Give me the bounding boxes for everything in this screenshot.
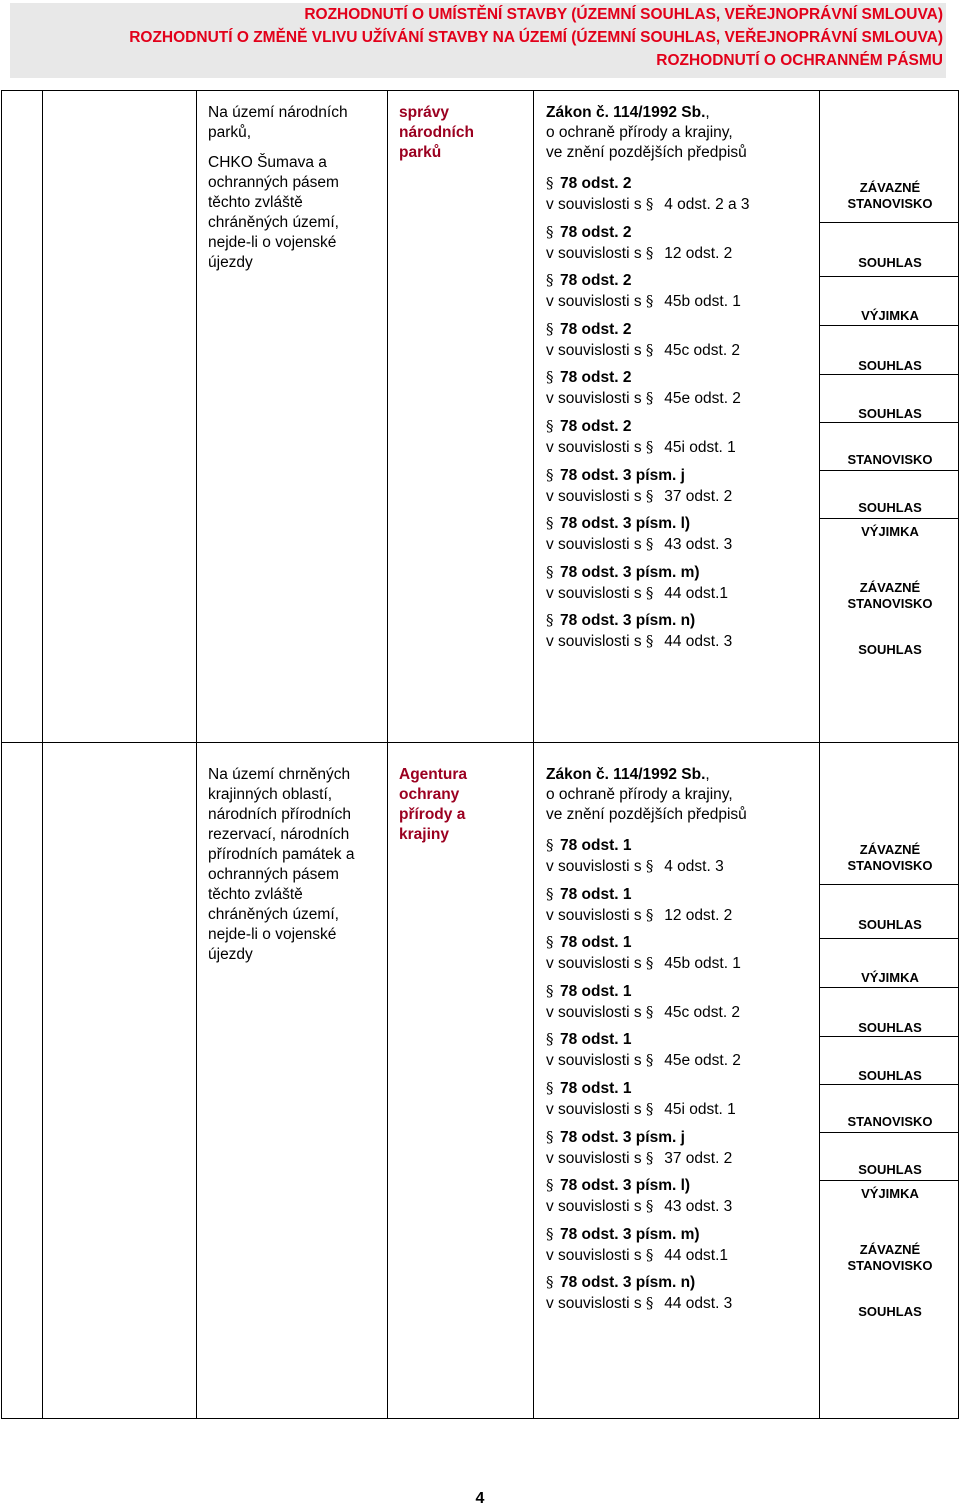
provision-relation xyxy=(546,631,732,652)
provision-relation xyxy=(546,388,741,409)
decision-line-1: ZÁVAZNÉ xyxy=(859,842,921,857)
provision-relation-text: v souvislosti s xyxy=(546,390,646,408)
provision-relation xyxy=(546,194,750,215)
provision-main-text: 78 odst. 3 písm. m) xyxy=(560,563,700,581)
section-symbol: § xyxy=(645,1197,654,1216)
decision-line-2: STANOVISKO xyxy=(847,1258,933,1273)
provision-main-text: 78 odst. 1 xyxy=(560,1080,632,1097)
provision-relation xyxy=(546,291,741,312)
result-separator xyxy=(819,222,959,223)
provision-relation-ref: 44 odst.1 xyxy=(659,584,728,602)
decision-type xyxy=(820,580,960,612)
decision-type xyxy=(820,1304,960,1320)
provision-main-text: 78 odst. 3 písm. m) xyxy=(560,1225,700,1243)
section-symbol: § xyxy=(645,243,654,262)
provision-entry xyxy=(546,884,732,926)
provision-entry xyxy=(546,367,741,409)
row-2-area xyxy=(208,765,378,965)
section-symbol: § xyxy=(645,583,654,602)
section-symbol: § xyxy=(645,954,654,973)
provision-entry xyxy=(546,1272,732,1314)
provision-entry xyxy=(546,981,740,1023)
table-vline-3 xyxy=(387,91,388,1418)
provision-relation xyxy=(546,953,741,974)
provision-main-text: 78 odst. 1 xyxy=(560,885,632,903)
provision-main xyxy=(546,1272,732,1293)
area-line xyxy=(208,143,378,153)
provision-main xyxy=(546,932,741,953)
provision-relation-ref: 45c odst. 2 xyxy=(659,1003,741,1021)
law-title xyxy=(546,765,816,785)
decision-line-2: STANOVISKO xyxy=(847,196,933,211)
provision-relation xyxy=(546,1293,732,1314)
decision-line-1: SOUHLAS xyxy=(858,1068,922,1083)
decision-line-1: SOUHLAS xyxy=(858,255,922,270)
decision-line-2: STANOVISKO xyxy=(847,596,933,611)
row-1-law xyxy=(546,103,816,163)
provision-main xyxy=(546,270,741,291)
provision-relation-ref: 37 odst. 2 xyxy=(659,487,733,505)
provision-relation-text: v souvislosti s xyxy=(546,955,646,973)
provision-relation-ref: 45b odst. 1 xyxy=(659,955,741,973)
area-line: chráněných území, xyxy=(208,906,339,923)
section-symbol: § xyxy=(645,1100,654,1118)
row-1-authority xyxy=(399,103,499,163)
authority-line: Agentura xyxy=(399,766,468,783)
law-title xyxy=(546,103,816,123)
provision-relation-text: v souvislosti s xyxy=(546,1198,646,1216)
provision-relation-text: v souvislosti s xyxy=(546,1052,646,1070)
provision-relation xyxy=(546,856,724,877)
law-title-main: Zákon č. 114/1992 Sb. xyxy=(546,766,706,783)
result-separator xyxy=(819,422,959,423)
provision-main xyxy=(546,319,740,340)
header-line-1: ROZHODNUTÍ O UMÍSTĚNÍ STAVBY (ÚZEMNÍ SOUHLAS, VEŘEJNOPRÁVNÍ SMLOUVA) xyxy=(304,6,943,23)
area-line: CHKO Šumava a xyxy=(208,154,327,171)
section-symbol: § xyxy=(546,933,554,952)
provision-main-text: 78 odst. 1 xyxy=(560,934,632,952)
provision-entry xyxy=(546,610,732,652)
section-symbol: § xyxy=(546,514,554,533)
provision-relation xyxy=(546,243,732,264)
section-symbol: § xyxy=(546,884,554,903)
section-symbol: § xyxy=(645,1245,654,1264)
area-line: ochranných pásem xyxy=(208,866,339,883)
result-separator xyxy=(819,325,959,326)
permits-table xyxy=(1,90,959,1419)
provision-relation xyxy=(546,1196,732,1217)
provision-entry xyxy=(546,1175,732,1217)
area-line: Na území národních xyxy=(208,104,348,121)
decision-line-1: STANOVISKO xyxy=(847,1114,933,1129)
row-1-area xyxy=(208,103,378,273)
provision-relation xyxy=(546,1050,741,1071)
provision-relation-ref: 44 odst. 3 xyxy=(659,633,733,651)
provision-entry xyxy=(546,562,728,604)
section-symbol: § xyxy=(546,319,554,338)
provision-entry xyxy=(546,932,741,974)
section-symbol: § xyxy=(546,417,554,435)
provision-main-text: 78 odst. 2 xyxy=(560,369,632,387)
provision-relation-text: v souvislosti s xyxy=(546,906,646,924)
provision-main xyxy=(546,222,732,243)
provision-main xyxy=(546,416,736,437)
section-symbol: § xyxy=(546,1079,554,1097)
provision-entry xyxy=(546,1127,732,1169)
provision-main-text: 78 odst. 2 xyxy=(560,272,632,290)
decision-type xyxy=(820,1114,960,1130)
provision-entry xyxy=(546,465,732,507)
provision-main xyxy=(546,1029,741,1050)
section-symbol: § xyxy=(645,340,654,359)
result-separator xyxy=(819,1036,959,1037)
page-header xyxy=(10,3,946,78)
decision-line-1: ZÁVAZNÉ xyxy=(859,580,921,595)
provision-entry xyxy=(546,835,724,877)
section-symbol: § xyxy=(645,1051,654,1070)
decision-type xyxy=(820,255,960,271)
decision-line-2: STANOVISKO xyxy=(847,858,933,873)
result-separator xyxy=(819,518,959,519)
provision-relation-text: v souvislosti s xyxy=(546,1003,646,1021)
result-separator xyxy=(819,987,959,988)
decision-type xyxy=(820,1186,960,1202)
provision-entry xyxy=(546,1224,728,1266)
law-line-2: o ochraně přírody a krajiny, xyxy=(546,124,733,141)
area-line: těchto zvláště xyxy=(208,886,303,903)
provision-relation xyxy=(546,1148,732,1169)
provision-main-text: 78 odst. 2 xyxy=(560,223,632,241)
provision-relation-ref: 12 odst. 2 xyxy=(659,244,733,262)
provision-main-text: 78 odst. 1 xyxy=(560,837,632,854)
provision-entry xyxy=(546,319,740,361)
decision-type xyxy=(820,406,960,422)
law-title-main: Zákon č. 114/1992 Sb. xyxy=(546,104,706,121)
decision-type xyxy=(820,1242,960,1274)
area-line: krajinných oblastí, xyxy=(208,786,333,803)
provision-main-text: 78 odst. 3 písm. j xyxy=(560,466,685,484)
section-symbol: § xyxy=(546,836,554,854)
section-symbol: § xyxy=(645,535,654,554)
section-symbol: § xyxy=(546,611,554,630)
section-symbol: § xyxy=(546,222,554,241)
provision-relation-ref: 45i odst. 1 xyxy=(659,439,736,456)
decision-type xyxy=(820,500,960,516)
provision-relation-ref: 37 odst. 2 xyxy=(659,1149,733,1167)
header-line-2: ROZHODNUTÍ O ZMĚNĚ VLIVU UŽÍVÁNÍ STAVBY NA ÚZEMÍ (ÚZEMNÍ SOUHLAS, VEŘEJNOPRÁVNÍ SMLOUVA) xyxy=(129,29,943,46)
authority-line: přírody a xyxy=(399,806,466,823)
provision-main-text: 78 odst. 2 xyxy=(560,320,632,338)
provision-relation-text: v souvislosti s xyxy=(546,439,646,456)
area-line: rezervací, národních xyxy=(208,826,350,843)
area-line: nejde-li o vojenské xyxy=(208,926,337,943)
decision-line-1: VÝJIMKA xyxy=(861,308,919,323)
area-line: parků, xyxy=(208,124,252,141)
decision-line-1: STANOVISKO xyxy=(847,452,933,467)
decision-type xyxy=(820,180,960,212)
provision-relation-text: v souvislosti s xyxy=(546,244,646,262)
provision-relation-ref: 4 odst. 3 xyxy=(659,858,724,875)
area-line: národních přírodních xyxy=(208,806,352,823)
section-symbol: § xyxy=(546,1030,554,1049)
decision-line-1: SOUHLAS xyxy=(858,500,922,515)
provision-relation-ref: 43 odst. 3 xyxy=(659,536,733,554)
provision-relation-ref: 43 odst. 3 xyxy=(659,1198,733,1216)
provision-relation xyxy=(546,1245,728,1266)
provision-entry xyxy=(546,1078,736,1120)
section-symbol: § xyxy=(546,1224,554,1243)
row-divider xyxy=(2,742,958,743)
provision-relation-text: v souvislosti s xyxy=(546,487,646,505)
provision-main xyxy=(546,884,732,905)
section-symbol: § xyxy=(645,438,654,456)
area-line: újezdy xyxy=(208,254,253,271)
result-separator xyxy=(819,276,959,277)
decision-type xyxy=(820,452,960,468)
provision-relation-ref: 44 odst. 3 xyxy=(659,1295,733,1313)
area-line: těchto zvláště xyxy=(208,194,303,211)
provision-relation-ref: 12 odst. 2 xyxy=(659,906,733,924)
section-symbol: § xyxy=(645,292,654,311)
row-2-authority xyxy=(399,765,499,845)
page-number: 4 xyxy=(475,1490,485,1507)
provision-relation-text: v souvislosti s xyxy=(546,858,646,875)
section-symbol: § xyxy=(645,195,654,213)
provision-relation-text: v souvislosti s xyxy=(546,633,646,651)
provision-relation-text: v souvislosti s xyxy=(546,293,646,311)
header-line-3: ROZHODNUTÍ O OCHRANNÉM PÁSMU xyxy=(656,52,943,69)
provision-relation-ref: 45e odst. 2 xyxy=(659,1052,741,1070)
law-title-comma: , xyxy=(705,104,710,121)
decision-type xyxy=(820,642,960,658)
provision-relation-ref: 45i odst. 1 xyxy=(659,1101,736,1118)
provision-relation xyxy=(546,534,732,555)
decision-line-1: VÝJIMKA xyxy=(861,1186,919,1201)
provision-main xyxy=(546,981,740,1002)
provision-relation-text: v souvislosti s xyxy=(546,1295,646,1313)
section-symbol: § xyxy=(546,1273,554,1292)
section-symbol: § xyxy=(546,174,554,192)
row-2-law xyxy=(546,765,816,825)
provision-main-text: 78 odst. 2 xyxy=(560,175,632,192)
result-separator xyxy=(819,470,959,471)
decision-line-1: SOUHLAS xyxy=(858,1020,922,1035)
decision-type xyxy=(820,917,960,933)
law-title-comma: , xyxy=(705,766,710,783)
provision-entry xyxy=(546,416,736,458)
provision-main xyxy=(546,610,732,631)
section-symbol: § xyxy=(546,271,554,290)
decision-line-1: SOUHLAS xyxy=(858,1162,922,1177)
provision-main-text: 78 odst. 3 písm. n) xyxy=(560,612,696,630)
authority-line: parků xyxy=(399,144,442,161)
provision-relation xyxy=(546,437,736,458)
provision-relation-text: v souvislosti s xyxy=(546,536,646,554)
authority-line: správy xyxy=(399,104,449,121)
area-line: ochranných pásem xyxy=(208,174,339,191)
authority-line: krajiny xyxy=(399,826,449,843)
decision-type xyxy=(820,842,960,874)
result-separator xyxy=(819,1132,959,1133)
decision-line-1: VÝJIMKA xyxy=(861,970,919,985)
section-symbol: § xyxy=(645,1148,654,1167)
provision-relation-ref: 45e odst. 2 xyxy=(659,390,741,408)
result-separator xyxy=(819,1084,959,1085)
section-symbol: § xyxy=(645,905,654,924)
section-symbol: § xyxy=(546,562,554,581)
decision-type xyxy=(820,524,960,540)
decision-line-1: SOUHLAS xyxy=(858,358,922,373)
provision-relation xyxy=(546,1002,740,1023)
provision-main-text: 78 odst. 1 xyxy=(560,982,632,1000)
provision-relation xyxy=(546,340,740,361)
decision-type xyxy=(820,308,960,324)
provision-relation xyxy=(546,905,732,926)
provision-main-text: 78 odst. 3 písm. l) xyxy=(560,1177,691,1195)
provision-main xyxy=(546,465,732,486)
provision-main xyxy=(546,562,728,583)
provision-relation xyxy=(546,1099,736,1120)
provision-main xyxy=(546,1175,732,1196)
area-line: přírodních památek a xyxy=(208,846,355,863)
provision-main-text: 78 odst. 3 písm. n) xyxy=(560,1274,696,1292)
provision-relation-text: v souvislosti s xyxy=(546,1149,646,1167)
provision-main xyxy=(546,173,750,194)
section-symbol: § xyxy=(645,1002,654,1021)
provision-main xyxy=(546,1224,728,1245)
provision-entry xyxy=(546,1029,741,1071)
section-symbol: § xyxy=(546,1127,554,1146)
provision-relation-ref: 44 odst.1 xyxy=(659,1246,728,1264)
area-line: chráněných území, xyxy=(208,214,339,231)
section-symbol: § xyxy=(645,1294,654,1313)
decision-type xyxy=(820,1162,960,1178)
provision-entry xyxy=(546,270,741,312)
provision-relation-ref: 45b odst. 1 xyxy=(659,293,741,311)
section-symbol: § xyxy=(645,486,654,505)
result-separator xyxy=(819,884,959,885)
law-line-2: o ochraně přírody a krajiny, xyxy=(546,786,733,803)
decision-line-1: ZÁVAZNÉ xyxy=(859,1242,921,1257)
provision-entry xyxy=(546,173,750,215)
provision-main xyxy=(546,835,724,856)
section-symbol: § xyxy=(645,389,654,408)
provision-relation-text: v souvislosti s xyxy=(546,1101,646,1118)
provision-main xyxy=(546,367,741,388)
provision-main-text: 78 odst. 3 písm. l) xyxy=(560,515,691,533)
area-line: nejde-li o vojenské xyxy=(208,234,337,251)
decision-type xyxy=(820,1020,960,1036)
result-separator xyxy=(819,938,959,939)
authority-line: národních xyxy=(399,124,474,141)
provision-main-text: 78 odst. 3 písm. j xyxy=(560,1128,685,1146)
law-line-3: ve znění pozdějších předpisů xyxy=(546,144,747,161)
provision-relation-text: v souvislosti s xyxy=(546,1246,646,1264)
authority-line: ochrany xyxy=(399,786,460,803)
table-vline-2 xyxy=(196,91,197,1418)
provision-relation-text: v souvislosti s xyxy=(546,196,646,213)
provision-entry xyxy=(546,513,732,555)
section-symbol: § xyxy=(645,857,654,875)
decision-line-1: ZÁVAZNÉ xyxy=(859,180,921,195)
decision-line-1: SOUHLAS xyxy=(858,917,922,932)
provision-relation-text: v souvislosti s xyxy=(546,584,646,602)
provision-main xyxy=(546,1078,736,1099)
provision-relation-text: v souvislosti s xyxy=(546,341,646,359)
decision-type xyxy=(820,970,960,986)
decision-line-1: SOUHLAS xyxy=(858,406,922,421)
result-separator xyxy=(819,1180,959,1181)
provision-relation xyxy=(546,486,732,507)
area-line: Na území chrněných xyxy=(208,766,351,783)
provision-relation xyxy=(546,583,728,604)
decision-type xyxy=(820,1068,960,1084)
result-separator xyxy=(819,374,959,375)
section-symbol: § xyxy=(546,1176,554,1195)
section-symbol: § xyxy=(645,632,654,651)
table-vline-5 xyxy=(819,91,820,1418)
section-symbol: § xyxy=(546,981,554,1000)
provision-main xyxy=(546,1127,732,1148)
section-symbol: § xyxy=(546,465,554,484)
decision-line-1: VÝJIMKA xyxy=(861,524,919,539)
provision-relation-ref: 45c odst. 2 xyxy=(659,341,741,359)
provision-main-text: 78 odst. 1 xyxy=(560,1031,632,1049)
provision-entry xyxy=(546,222,732,264)
provision-relation-ref: 4 odst. 2 a 3 xyxy=(659,196,750,213)
provision-main-text: 78 odst. 2 xyxy=(560,418,632,435)
section-symbol: § xyxy=(546,368,554,387)
decision-line-1: SOUHLAS xyxy=(858,642,922,657)
table-vline-4 xyxy=(533,91,534,1418)
table-vline-1 xyxy=(42,91,43,1418)
provision-main xyxy=(546,513,732,534)
area-line: újezdy xyxy=(208,946,253,963)
decision-line-1: SOUHLAS xyxy=(858,1304,922,1319)
decision-type xyxy=(820,358,960,374)
law-line-3: ve znění pozdějších předpisů xyxy=(546,806,747,823)
